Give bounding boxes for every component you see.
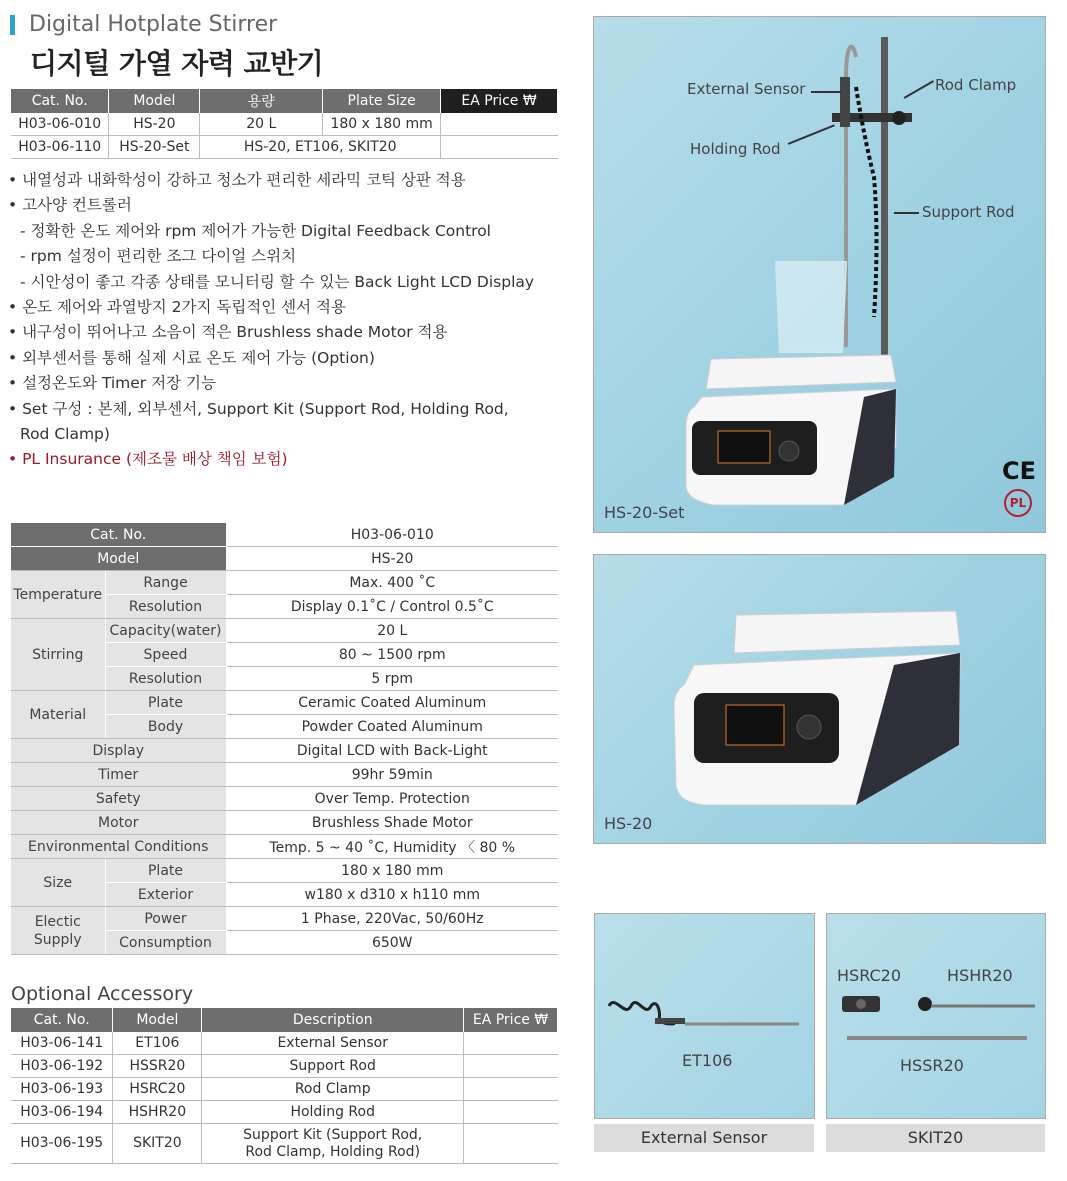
- cell-price: [464, 1124, 558, 1164]
- feature-item: • 온도 제어와 과열방지 2가지 독립적인 센서 적용: [8, 298, 346, 317]
- pl-mark: PL: [1004, 489, 1032, 517]
- table-row: [11, 787, 558, 811]
- spec-value: Powder Coated Aluminum: [226, 715, 558, 739]
- spec-group-size: Size: [11, 859, 105, 907]
- ce-mark: CE: [1002, 457, 1037, 485]
- spec-group-electric: [11, 907, 105, 955]
- title-en-text: Digital Hotplate Stirrer: [29, 12, 278, 37]
- cell-desc-line2: Rod Clamp, Holding Rod): [245, 1143, 421, 1160]
- spec-value: Display 0.1˚C / Control 0.5˚C: [226, 595, 558, 619]
- label-hshr20: HSHR20: [947, 966, 1013, 985]
- cell-model: HS-20: [109, 113, 200, 136]
- spec-label: Consumption: [105, 931, 226, 955]
- spec-cat-value: H03-06-010: [226, 523, 558, 547]
- table-row: [11, 907, 558, 931]
- cell-price: [441, 136, 558, 159]
- cell-desc: HS-20, ET106, SKIT20: [200, 136, 441, 159]
- spec-label: Body: [105, 715, 226, 739]
- cell-price: [464, 1101, 558, 1124]
- cell-price: [441, 113, 558, 136]
- label-hssr20: HSSR20: [900, 1056, 964, 1075]
- table-row: [11, 1055, 558, 1078]
- spec-value: 20 L: [226, 619, 558, 643]
- table-row: [11, 1101, 558, 1124]
- table-row: [11, 835, 558, 859]
- table-row: [11, 571, 558, 595]
- cell-desc-line1: Support Kit (Support Rod,: [243, 1126, 423, 1143]
- photo-label: HS-20: [604, 814, 653, 833]
- cell-desc: External Sensor: [202, 1032, 464, 1055]
- table-row: [11, 619, 558, 643]
- spec-value: 99hr 59min: [226, 763, 558, 787]
- spec-label: Safety: [11, 787, 226, 811]
- price-table: [11, 89, 558, 159]
- table-row: [11, 113, 558, 136]
- spec-value: Digital LCD with Back-Light: [226, 739, 558, 763]
- cell-model: HSRC20: [113, 1078, 202, 1101]
- spec-label: Motor: [11, 811, 226, 835]
- feature-list: [8, 168, 568, 473]
- hs20-illustration: [594, 555, 1045, 843]
- cell-model: ET106: [113, 1032, 202, 1055]
- photo-hs20-set: [593, 16, 1046, 533]
- cell-price: [464, 1078, 558, 1101]
- photo-skit20: [826, 913, 1046, 1119]
- col-price: EA Price ₩: [441, 89, 558, 113]
- page-title: 디지털 가열 자력 교반기: [30, 47, 324, 80]
- spec-label: Environmental Conditions: [11, 835, 226, 859]
- table-row: [11, 691, 558, 715]
- callout-external-sensor: External Sensor: [687, 80, 806, 98]
- accessory-table-header: [11, 1008, 558, 1032]
- spec-value: Brushless Shade Motor: [226, 811, 558, 835]
- spec-cat-label: Cat. No.: [11, 523, 226, 547]
- spec-value: Ceramic Coated Aluminum: [226, 691, 558, 715]
- spec-model-value: HS-20: [226, 547, 558, 571]
- spec-value: 650W: [226, 931, 558, 955]
- photo-label: HS-20-Set: [604, 503, 685, 522]
- title-accent-bar: [10, 15, 15, 35]
- table-row: [11, 1078, 558, 1101]
- cell-model: SKIT20: [113, 1124, 202, 1164]
- col-cat-no: Cat. No.: [11, 1008, 113, 1032]
- price-table-header: [11, 89, 558, 113]
- cell-plate: 180 x 180 mm: [323, 113, 441, 136]
- cell-desc: Rod Clamp: [202, 1078, 464, 1101]
- spec-value: 80 ~ 1500 rpm: [226, 643, 558, 667]
- spec-value: w180 x d310 x h110 mm: [226, 883, 558, 907]
- spec-table: [11, 523, 558, 955]
- photo-label: ET106: [682, 1051, 733, 1070]
- photo-et106: [594, 913, 815, 1119]
- col-cat-no: Cat. No.: [11, 89, 109, 113]
- callout-rod-clamp: Rod Clamp: [935, 76, 1017, 94]
- accessory-title: Optional Accessory: [11, 983, 194, 1005]
- cell-cat: H03-06-194: [11, 1101, 113, 1124]
- spec-value: 1 Phase, 220Vac, 50/60Hz: [226, 907, 558, 931]
- feature-item: - 시안성이 좋고 각종 상태를 모니터링 할 수 있는 Back Light LCD Display: [20, 272, 535, 291]
- spec-label: Plate: [105, 859, 226, 883]
- table-row: [11, 811, 558, 835]
- cell-capacity: 20 L: [200, 113, 323, 136]
- spec-value: Max. 400 ˚C: [226, 571, 558, 595]
- label-hsrc20: HSRC20: [837, 966, 902, 985]
- spec-label: Capacity(water): [105, 619, 226, 643]
- spec-label: Timer: [11, 763, 226, 787]
- spec-group-electric-l1: Electic: [34, 913, 81, 930]
- table-row: [11, 1032, 558, 1055]
- feature-item: • 내구성이 뛰어나고 소음이 적은 Brushless shade Motor 적용: [8, 323, 448, 342]
- table-row: [11, 1124, 558, 1164]
- hs20-set-illustration: [594, 17, 1045, 532]
- cell-desc: Holding Rod: [202, 1101, 464, 1124]
- caption-external-sensor: External Sensor: [594, 1124, 814, 1152]
- spec-group-stirring: Stirring: [11, 619, 105, 691]
- title-english: [10, 12, 277, 37]
- photo-hs20: [593, 554, 1046, 844]
- feature-item: • Set 구성 : 본체, 외부센서, Support Kit (Support Rod, Holding Rod,: [8, 399, 509, 418]
- spec-model-label: Model: [11, 547, 226, 571]
- cell-desc: [202, 1124, 464, 1164]
- spec-label: Plate: [105, 691, 226, 715]
- spec-label: Power: [105, 907, 226, 931]
- col-price: EA Price ₩: [464, 1008, 558, 1032]
- cell-model: HSSR20: [113, 1055, 202, 1078]
- col-model: Model: [113, 1008, 202, 1032]
- cell-price: [464, 1032, 558, 1055]
- col-capacity: 용량: [200, 89, 323, 113]
- table-row: [11, 547, 558, 571]
- spec-value: Temp. 5 ~ 40 ˚C, Humidity 〈 80 %: [226, 835, 558, 859]
- table-row: [11, 739, 558, 763]
- feature-item: - rpm 설정이 편리한 조그 다이얼 스위치: [20, 247, 297, 266]
- spec-group-temperature: Temperature: [11, 571, 105, 619]
- cell-model: HS-20-Set: [109, 136, 200, 159]
- et106-illustration: [595, 914, 814, 1118]
- cell-price: [464, 1055, 558, 1078]
- feature-item-pl: • PL Insurance (제조물 배상 책임 보험): [8, 450, 288, 469]
- col-description: Description: [202, 1008, 464, 1032]
- callout-support-rod: Support Rod: [922, 203, 1015, 221]
- spec-value: 180 x 180 mm: [226, 859, 558, 883]
- cell-cat: H03-06-193: [11, 1078, 113, 1101]
- feature-item: • 고사양 컨트롤러: [8, 196, 132, 215]
- spec-group-electric-l2: Supply: [33, 931, 82, 948]
- spec-label: Exterior: [105, 883, 226, 907]
- callout-holding-rod: Holding Rod: [690, 140, 781, 158]
- spec-value: Over Temp. Protection: [226, 787, 558, 811]
- caption-skit20: SKIT20: [826, 1124, 1045, 1152]
- table-row: [11, 523, 558, 547]
- table-row: [11, 859, 558, 883]
- callout-line: [894, 212, 919, 214]
- cell-desc: Support Rod: [202, 1055, 464, 1078]
- cell-model: HSHR20: [113, 1101, 202, 1124]
- table-row: [11, 136, 558, 159]
- spec-label: Display: [11, 739, 226, 763]
- spec-label: Range: [105, 571, 226, 595]
- accessory-table: [11, 1008, 558, 1164]
- cell-cat: H03-06-192: [11, 1055, 113, 1078]
- table-row: [11, 763, 558, 787]
- spec-label: Speed: [105, 643, 226, 667]
- cell-cat: H03-06-141: [11, 1032, 113, 1055]
- cell-cat: H03-06-010: [11, 113, 109, 136]
- spec-value: 5 rpm: [226, 667, 558, 691]
- cell-cat: H03-06-110: [11, 136, 109, 159]
- cell-cat: H03-06-195: [11, 1124, 113, 1164]
- spec-label: Resolution: [105, 667, 226, 691]
- feature-item: • 설정온도와 Timer 저장 기능: [8, 374, 216, 393]
- callout-line: [811, 91, 841, 93]
- spec-label: Resolution: [105, 595, 226, 619]
- skit20-illustration: [827, 914, 1045, 1118]
- feature-item: Rod Clamp): [20, 425, 110, 444]
- col-plate-size: Plate Size: [323, 89, 441, 113]
- feature-item: • 내열성과 내화학성이 강하고 청소가 편리한 세라믹 코틱 상판 적용: [8, 171, 466, 189]
- spec-group-material: Material: [11, 691, 105, 739]
- feature-item: - 정확한 온도 제어와 rpm 제어가 가능한 Digital Feedback Control: [20, 221, 491, 240]
- col-model: Model: [109, 89, 200, 113]
- feature-item: • 외부센서를 통해 실제 시료 온도 제어 가능 (Option): [8, 348, 375, 367]
